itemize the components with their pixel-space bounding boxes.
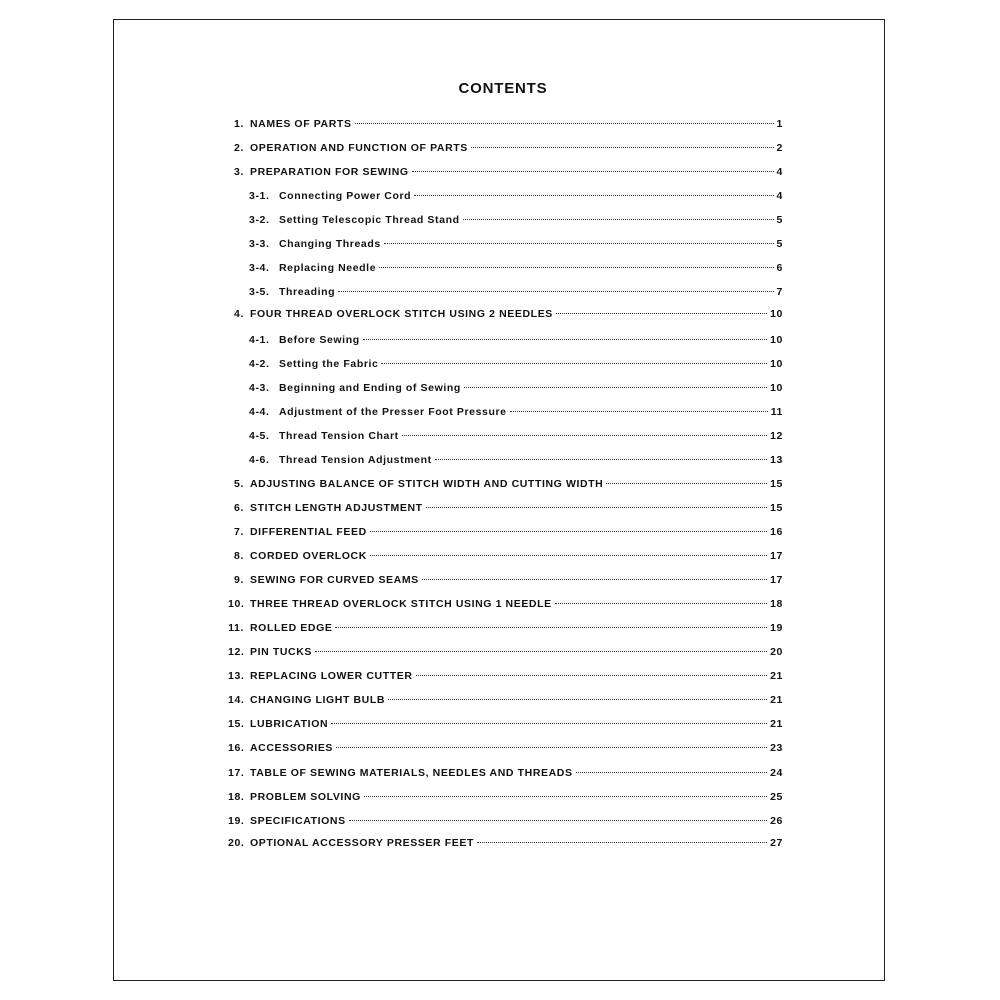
toc-entry [228, 478, 783, 494]
dot-leader [349, 820, 767, 821]
toc-entry [228, 670, 783, 686]
dot-leader [576, 772, 768, 773]
toc-entry-page: 10 [770, 334, 783, 346]
toc-entry-number: 14. [228, 694, 245, 706]
toc-entry-number: 18. [228, 791, 245, 803]
toc-entry-number: 4-2. [249, 358, 270, 370]
toc-subentry [249, 430, 783, 446]
toc-entry-number: 2. [234, 142, 244, 154]
toc-entry-number: 13. [228, 670, 245, 682]
toc-entry-label: CHANGING LIGHT BULB [250, 694, 386, 706]
toc-entry-label: Threading [279, 286, 336, 298]
toc-entry-page: 27 [770, 837, 783, 849]
toc-entry [228, 502, 783, 518]
toc-entry [228, 837, 783, 853]
toc-entry-label: SEWING FOR CURVED SEAMS [250, 574, 419, 586]
dot-leader [315, 651, 767, 652]
toc-entry-number: 6. [234, 502, 244, 514]
toc-entry-page: 10 [770, 382, 783, 394]
toc-entry-page: 24 [770, 767, 783, 779]
toc-entry-label: PIN TUCKS [250, 646, 312, 658]
toc-entry-page: 13 [770, 454, 783, 466]
toc-entry-page: 26 [770, 815, 783, 827]
toc-subentry [249, 334, 783, 350]
toc-entry [228, 142, 783, 158]
dot-leader [335, 627, 767, 628]
toc-subentry [249, 286, 783, 302]
toc-entry-label: CORDED OVERLOCK [250, 550, 367, 562]
dot-leader [336, 747, 767, 748]
toc-entry-page: 18 [770, 598, 783, 610]
dot-leader [384, 243, 774, 244]
toc-entry [228, 526, 783, 542]
toc-subentry [249, 406, 783, 422]
dot-leader [556, 313, 767, 314]
toc-entry-label: ADJUSTING BALANCE OF STITCH WIDTH AND CUTTING WIDTH [250, 478, 604, 490]
toc-entry-page: 17 [770, 550, 783, 562]
toc-entry [228, 767, 783, 783]
toc-entry-label: Connecting Power Cord [279, 190, 412, 202]
toc-entry [228, 694, 783, 710]
dot-leader [381, 363, 767, 364]
dot-leader [477, 842, 767, 843]
toc-subentry [249, 262, 783, 278]
toc-entry-number: 4-3. [249, 382, 270, 394]
toc-entry-label: Thread Tension Adjustment [279, 454, 432, 466]
toc-entry-number: 3-5. [249, 286, 270, 298]
toc-entry [228, 308, 783, 324]
toc-entry-number: 4-6. [249, 454, 270, 466]
toc-entry-page: 7 [776, 286, 783, 298]
toc-entry-number: 17. [228, 767, 245, 779]
toc-entry-number: 3-2. [249, 214, 270, 226]
toc-entry-number: 19. [228, 815, 245, 827]
toc-subentry [249, 454, 783, 470]
dot-leader [363, 339, 767, 340]
page-title: CONTENTS [458, 80, 548, 97]
toc-entry-number: 12. [228, 646, 245, 658]
toc-entry-label: FOUR THREAD OVERLOCK STITCH USING 2 NEEDLES [250, 308, 553, 320]
toc-entry-number: 3-1. [249, 190, 270, 202]
toc-entry-number: 4-1. [249, 334, 270, 346]
dot-leader [388, 699, 767, 700]
toc-entry-number: 16. [228, 742, 245, 754]
toc-entry-label: PROBLEM SOLVING [250, 791, 361, 803]
dot-leader [463, 219, 774, 220]
toc-entry-page: 4 [776, 166, 783, 178]
dot-leader [338, 291, 773, 292]
toc-entry [228, 118, 783, 134]
toc-entry-label: TABLE OF SEWING MATERIALS, NEEDLES AND THREADS [250, 767, 573, 779]
toc-entry-number: 20. [228, 837, 245, 849]
toc-entry-number: 3. [234, 166, 244, 178]
dot-leader [555, 603, 767, 604]
toc-entry-label: Beginning and Ending of Sewing [279, 382, 461, 394]
dot-leader [364, 796, 767, 797]
toc-entry-label: NAMES OF PARTS [250, 118, 352, 130]
toc-entry-page: 5 [776, 214, 783, 226]
toc-entry-page: 21 [770, 670, 783, 682]
dot-leader [510, 411, 768, 412]
toc-entry-label: PREPARATION FOR SEWING [250, 166, 409, 178]
toc-entry-page: 20 [770, 646, 783, 658]
toc-entry-number: 7. [234, 526, 244, 538]
toc-entry-page: 21 [770, 694, 783, 706]
toc-entry-page: 6 [776, 262, 783, 274]
dot-leader [370, 531, 767, 532]
toc-entry-page: 11 [770, 406, 783, 418]
dot-leader [422, 579, 767, 580]
toc-entry-label: Thread Tension Chart [279, 430, 399, 442]
toc-entry-page: 19 [770, 622, 783, 634]
toc-entry [228, 815, 783, 831]
toc-entry-label: ACCESSORIES [250, 742, 334, 754]
toc-entry [228, 791, 783, 807]
toc-entry-label: SPECIFICATIONS [250, 815, 346, 827]
dot-leader [379, 267, 773, 268]
toc-entry [228, 574, 783, 590]
toc-entry-number: 5. [234, 478, 244, 490]
toc-entry-page: 16 [770, 526, 783, 538]
toc-entry-label: OPTIONAL ACCESSORY PRESSER FEET [250, 837, 474, 849]
dot-leader [606, 483, 767, 484]
toc-entry-number: 4-4. [249, 406, 270, 418]
toc-entry [228, 166, 783, 182]
toc-entry [228, 646, 783, 662]
toc-entry [228, 550, 783, 566]
toc-entry-number: 1. [234, 118, 244, 130]
toc-entry-page: 23 [770, 742, 783, 754]
toc-entry-page: 15 [770, 478, 783, 490]
toc-entry-number: 8. [234, 550, 244, 562]
dot-leader [464, 387, 767, 388]
toc-entry-label: Setting Telescopic Thread Stand [279, 214, 460, 226]
toc-entry-page: 4 [776, 190, 783, 202]
toc-entry [228, 742, 783, 758]
toc-entry-label: THREE THREAD OVERLOCK STITCH USING 1 NEEDLE [250, 598, 552, 610]
toc-entry-label: STITCH LENGTH ADJUSTMENT [250, 502, 423, 514]
toc-entry-page: 1 [776, 118, 783, 130]
toc-entry-number: 3-4. [249, 262, 270, 274]
toc-entry [228, 718, 783, 734]
toc-entry-label: Adjustment of the Presser Foot Pressure [279, 406, 507, 418]
toc-entry-number: 3-3. [249, 238, 270, 250]
toc-entry-label: LUBRICATION [250, 718, 329, 730]
dot-leader [355, 123, 774, 124]
dot-leader [370, 555, 767, 556]
toc-entry-number: 15. [228, 718, 245, 730]
toc-entry-label: Replacing Needle [279, 262, 377, 274]
toc-subentry [249, 358, 783, 374]
toc-entry-number: 4. [234, 308, 244, 320]
toc-entry-number: 10. [228, 598, 245, 610]
toc-entry-number: 11. [228, 622, 244, 634]
toc-subentry [249, 214, 783, 230]
dot-leader [471, 147, 774, 148]
toc-entry-page: 10 [770, 308, 783, 320]
toc-entry [228, 622, 783, 638]
toc-entry-label: REPLACING LOWER CUTTER [250, 670, 413, 682]
toc-subentry [249, 238, 783, 254]
toc-entry-number: 4-5. [249, 430, 270, 442]
toc-entry-label: Setting the Fabric [279, 358, 379, 370]
dot-leader [331, 723, 767, 724]
toc-entry-label: Before Sewing [279, 334, 360, 346]
dot-leader [402, 435, 767, 436]
toc-entry-label: ROLLED EDGE [250, 622, 333, 634]
toc-entry-page: 21 [770, 718, 783, 730]
toc-entry-label: Changing Threads [279, 238, 381, 250]
toc-subentry [249, 382, 783, 398]
toc-entry-page: 15 [770, 502, 783, 514]
toc-entry-page: 25 [770, 791, 783, 803]
toc-entry-label: DIFFERENTIAL FEED [250, 526, 367, 538]
toc-subentry [249, 190, 783, 206]
dot-leader [435, 459, 767, 460]
toc-entry-page: 17 [770, 574, 783, 586]
toc-entry-page: 12 [770, 430, 783, 442]
dot-leader [412, 171, 774, 172]
toc-entry-number: 9. [234, 574, 244, 586]
dot-leader [426, 507, 767, 508]
toc-entry-label: OPERATION AND FUNCTION OF PARTS [250, 142, 468, 154]
dot-leader [416, 675, 768, 676]
dot-leader [414, 195, 773, 196]
toc-entry-page: 2 [776, 142, 783, 154]
toc-entry-page: 10 [770, 358, 783, 370]
toc-entry-page: 5 [776, 238, 783, 250]
toc-entry [228, 598, 783, 614]
